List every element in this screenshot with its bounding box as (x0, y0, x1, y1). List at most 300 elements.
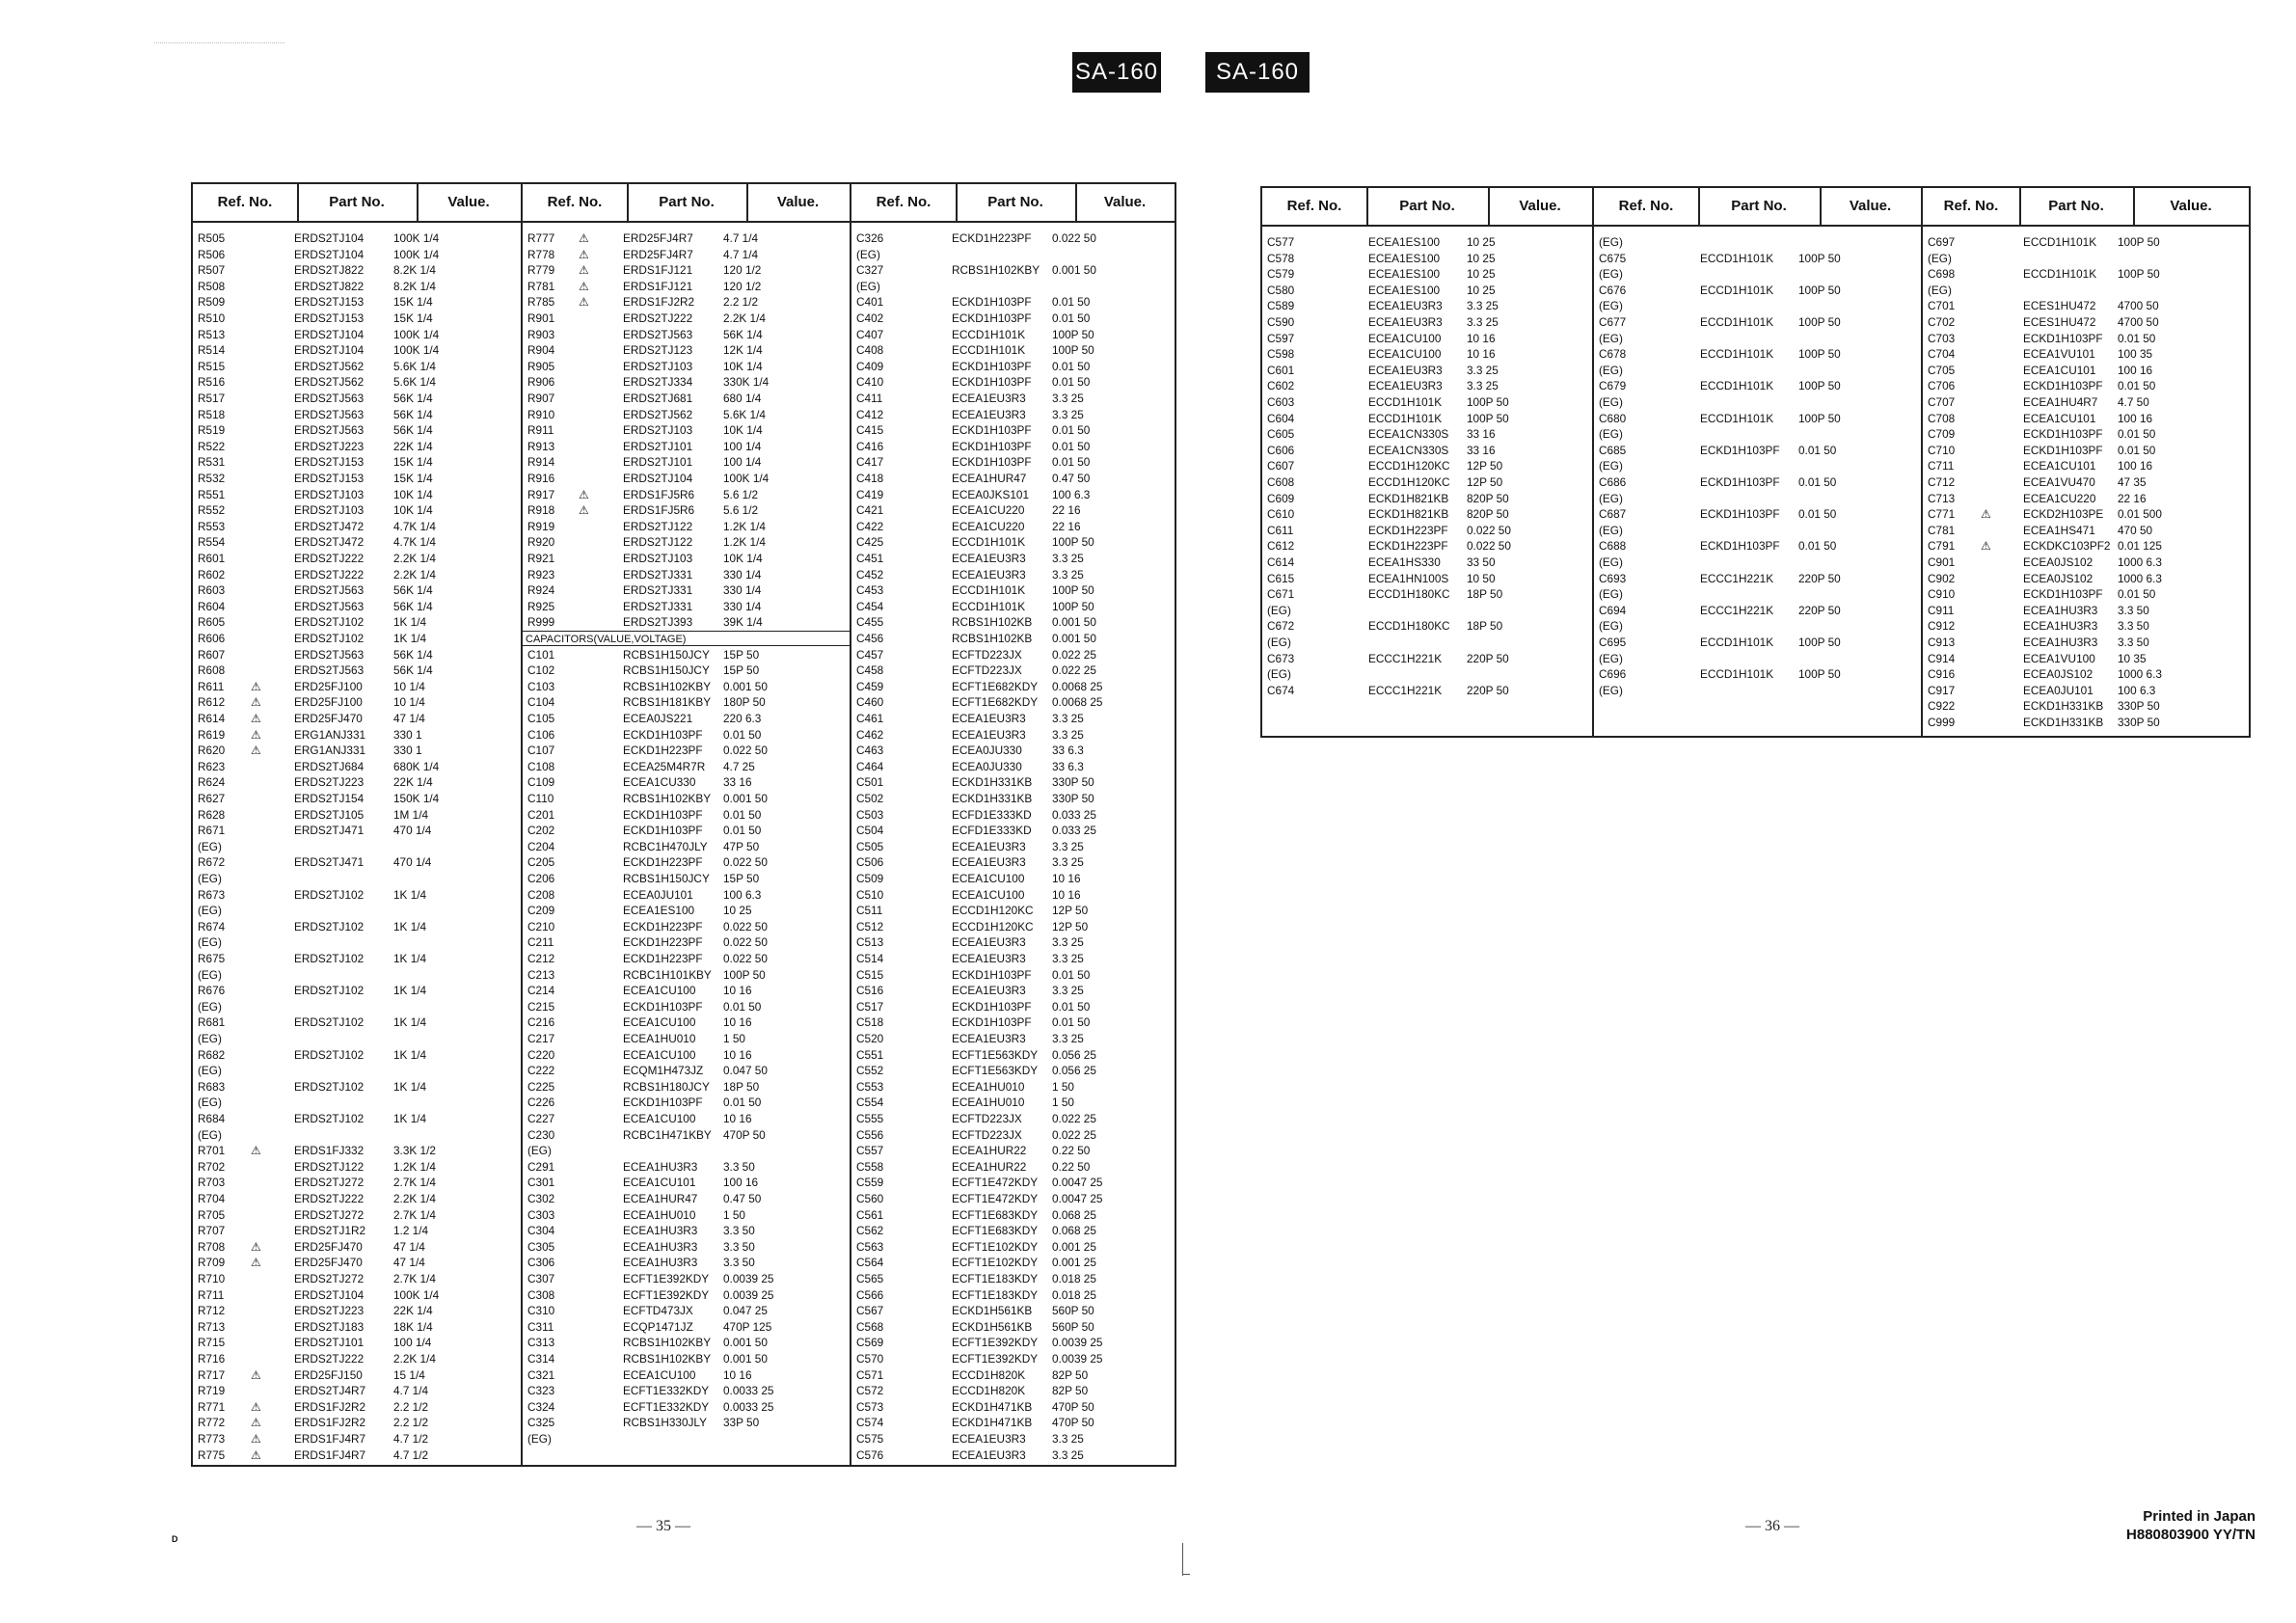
ref-no: C321 (527, 1367, 555, 1382)
part-value: 3.3 25 (1052, 935, 1084, 950)
ref-no: C687 (1599, 507, 1627, 522)
part-value: 330 1/4 (723, 567, 762, 582)
part-no: ECEA1HU010 (623, 1207, 696, 1222)
parts-column (521, 184, 850, 1465)
part-no: ERDS2TJ471 (294, 824, 365, 838)
part-no: RCBC1H470JLY (623, 839, 708, 853)
table-row (851, 774, 1175, 791)
ref-no: C556 (856, 1127, 884, 1142)
ref-no: C597 (1267, 331, 1295, 345)
part-no: ERDS2TJ222 (294, 552, 365, 565)
part-value: 3.3 25 (1052, 984, 1084, 998)
ref-no: C791 (1928, 539, 1956, 554)
part-value: 100 6.3 (1052, 487, 1091, 501)
part-value: 18P 50 (1467, 619, 1503, 634)
ref-no: C577 (1267, 235, 1295, 249)
part-no: RCBS1H181KBY (623, 695, 712, 710)
table-row (193, 262, 521, 279)
ref-no: C110 (527, 792, 554, 805)
table-row (851, 311, 1175, 327)
ref-no: R682 (198, 1047, 226, 1062)
part-value: 3.3 50 (2118, 636, 2149, 649)
header-ref-no: Ref. No. (1262, 188, 1368, 225)
part-value: 39K 1/4 (723, 615, 763, 630)
part-value: 56K 1/4 (393, 583, 433, 598)
table-row (851, 791, 1175, 807)
part-value: 0.01 50 (723, 727, 762, 742)
header-value: Value. (2170, 198, 2212, 214)
ref-no: C709 (1928, 427, 1956, 442)
part-value: 12P 50 (1467, 459, 1503, 473)
table-row (851, 1095, 1175, 1111)
ref-no: C604 (1267, 411, 1295, 425)
part-no: ERDS2TJ102 (294, 1047, 365, 1062)
part-no: RCBS1H150JCY (623, 663, 710, 678)
table-row (851, 854, 1175, 871)
part-value: 10K 1/4 (393, 503, 433, 518)
table-row (523, 871, 850, 887)
table-row (193, 839, 521, 855)
ref-no: C402 (856, 311, 884, 325)
table-row (193, 327, 521, 343)
part-no: ECKD1H331KB (952, 775, 1033, 790)
part-no: ERDS2TJ393 (623, 615, 693, 630)
ref-no: R683 (198, 1079, 226, 1094)
ref-no: C463 (856, 744, 884, 758)
safety-warning-icon: ⚠ (579, 231, 589, 245)
ref-no: C606 (1267, 443, 1295, 457)
part-no: ERDS1FJ332 (294, 1144, 365, 1158)
table-row (851, 1351, 1175, 1367)
part-value: 1 50 (1052, 1096, 1074, 1110)
ref-no: C461 (856, 712, 884, 725)
ref-no: C225 (527, 1079, 555, 1094)
part-value: 3.3 25 (1467, 379, 1499, 393)
part-no: ERDS2TJ331 (623, 567, 693, 582)
part-value: 100P 50 (1052, 535, 1094, 550)
table-row (523, 887, 850, 904)
table-row (1262, 651, 1592, 667)
table-row (193, 342, 521, 359)
table-row (523, 1127, 850, 1144)
table-row (523, 471, 850, 487)
part-no: ECFT1E392KDY (623, 1287, 710, 1302)
part-no: ERDS2TJ101 (623, 439, 693, 453)
table-row (851, 727, 1175, 744)
part-no: ECCD1H101K (1700, 283, 1774, 297)
table-row (1594, 283, 1921, 299)
table-row (1262, 491, 1592, 507)
ref-no: C208 (527, 887, 555, 902)
ref-no: R620 (198, 744, 226, 758)
ref-no: C697 (1928, 235, 1956, 249)
part-value: 0.0068 25 (1052, 695, 1103, 710)
ref-no: R515 (198, 359, 226, 373)
part-value: 330P 50 (1052, 775, 1094, 790)
ref-no: R674 (198, 919, 226, 933)
ref-no: R671 (198, 824, 226, 838)
safety-warning-icon: ⚠ (579, 295, 589, 310)
part-no: ECEA1EU3R3 (952, 567, 1026, 582)
header-part-no: Part No. (2019, 188, 2135, 225)
model-tag-right: SA-160 (1205, 52, 1310, 93)
part-value: 12K 1/4 (723, 343, 763, 358)
part-value: 47P 50 (723, 839, 760, 853)
table-row (193, 743, 521, 759)
ref-no: R681 (198, 1015, 226, 1030)
table-row (523, 551, 850, 567)
table-row (851, 551, 1175, 567)
table-row (1923, 683, 2249, 699)
safety-warning-icon: ⚠ (251, 695, 261, 710)
table-row (523, 454, 850, 471)
part-no: ECEA1CU101 (2023, 459, 2096, 473)
part-value: 0.001 25 (1052, 1239, 1096, 1254)
column-header (851, 184, 1175, 223)
part-no: ECEA1EU3R3 (952, 552, 1026, 565)
part-value: 5.6K 1/4 (723, 407, 766, 421)
ref-no: C326 (856, 231, 884, 245)
part-value: 22 16 (1052, 519, 1081, 533)
header-ref-no: Ref. No. (1594, 188, 1700, 225)
part-no: ECKD1H331KB (2023, 716, 2104, 729)
footer-code: H880803900 YY/TN (2126, 1527, 2255, 1543)
part-no: ECFD1E333KD (952, 824, 1032, 838)
part-value: 560P 50 (1052, 1304, 1094, 1318)
table-row (193, 999, 521, 1015)
part-no: ERDS2TJ102 (294, 952, 365, 965)
part-value: 1K 1/4 (393, 919, 427, 933)
table-row (523, 1111, 850, 1127)
ref-no: C701 (1928, 299, 1956, 313)
column-header (1594, 188, 1921, 227)
ref-no: R673 (198, 887, 226, 902)
ref-no: R913 (527, 439, 555, 453)
table-row (851, 743, 1175, 759)
part-value: 2.2K 1/4 (393, 567, 436, 582)
part-value: 3.3 25 (1052, 839, 1084, 853)
table-row (1262, 474, 1592, 491)
ref-no: C305 (527, 1239, 555, 1254)
part-no: ECCD1H101K (1700, 636, 1774, 649)
part-value: 10 25 (1467, 267, 1496, 282)
table-row (523, 422, 850, 439)
ref-no: C216 (527, 1015, 555, 1030)
part-value: 100P 50 (1052, 343, 1094, 358)
table-row (1262, 266, 1592, 283)
part-no: ECEA1EU3R3 (952, 727, 1026, 742)
table-row (851, 1159, 1175, 1176)
table-row (523, 919, 850, 935)
ref-no: R554 (198, 535, 226, 550)
ref-no: C503 (856, 807, 884, 822)
part-no: RCBS1H102KBY (623, 679, 712, 693)
table-row (193, 1335, 521, 1351)
ref-no: R924 (527, 583, 555, 598)
part-no: ERDS1FJ4R7 (294, 1432, 366, 1446)
part-value: 100P 50 (1798, 251, 1841, 265)
part-value: 4.7 1/2 (393, 1447, 429, 1462)
part-value: 0.01 50 (1052, 967, 1091, 982)
ref-no: R923 (527, 567, 555, 582)
part-no: ECEA1CU100 (623, 1367, 696, 1382)
part-no: ECEA1EU3R3 (952, 1447, 1026, 1462)
table-row (851, 391, 1175, 407)
part-no: ECCD1H101K (952, 535, 1026, 550)
table-row (193, 599, 521, 615)
table-row (851, 679, 1175, 695)
table-row (851, 631, 1175, 647)
part-no: ECEA1HU4R7 (2023, 395, 2098, 409)
ref-no: C407 (856, 327, 884, 341)
table-row (523, 679, 850, 695)
ref-no: C554 (856, 1096, 884, 1110)
part-no: ECEA1HU010 (952, 1079, 1025, 1094)
ref-no: C230 (527, 1127, 555, 1142)
table-row (193, 422, 521, 439)
part-value: 2.2 1/2 (723, 295, 759, 310)
part-value: 0.0039 25 (723, 1287, 774, 1302)
part-value: 220P 50 (1467, 683, 1509, 697)
ref-no: R772 (198, 1416, 226, 1430)
table-row (523, 1383, 850, 1399)
table-row (1594, 666, 1921, 683)
table-row (1262, 571, 1592, 587)
ref-no: C678 (1599, 347, 1627, 362)
part-no: ECCD1H101K (1700, 667, 1774, 682)
table-row (523, 774, 850, 791)
table-row (851, 663, 1175, 679)
part-value: 33 16 (1467, 427, 1496, 442)
part-no: ECKD1H223PF (1368, 539, 1448, 554)
part-no: ECKDKC103PF2 (2023, 539, 2111, 554)
part-no: ERD25FJ4R7 (623, 231, 693, 245)
safety-warning-icon: ⚠ (1981, 507, 1991, 522)
ref-no: C615 (1267, 571, 1295, 585)
header-value: Value. (1519, 198, 1561, 214)
part-no: ECEA1CU100 (623, 984, 696, 998)
part-no: ECEA1EU3R3 (952, 855, 1026, 870)
part-no: ERDS2TJ102 (294, 1079, 365, 1094)
part-no: ECEA1HN100S (1368, 571, 1449, 585)
part-value: 0.0039 25 (723, 1272, 774, 1285)
part-value: 8.2K 1/4 (393, 263, 436, 278)
part-value: 0.01 50 (2118, 587, 2156, 602)
table-row (1262, 234, 1592, 251)
part-value: 4.7 50 (2118, 395, 2149, 409)
ref-no: C401 (856, 295, 884, 310)
ref-no: C213 (527, 967, 555, 982)
part-value: 0.01 50 (2118, 331, 2156, 345)
table-row (851, 1431, 1175, 1447)
ref-no: C607 (1267, 459, 1295, 473)
table-row (851, 1319, 1175, 1336)
ref-no: (EG) (198, 872, 222, 885)
ref-no: C694 (1599, 603, 1627, 617)
part-no: ECCD1H180KC (1368, 587, 1450, 602)
part-no: ERDS2TJ223 (294, 439, 365, 453)
part-no: ECFT1E102KDY (952, 1239, 1039, 1254)
table-row (1594, 266, 1921, 283)
part-no: ECFT1E682KDY (952, 679, 1039, 693)
part-value: 470 50 (2118, 523, 2153, 537)
part-no: ECCD1H101K (1700, 251, 1774, 265)
part-no: ECFT1E332KDY (623, 1384, 710, 1398)
part-no: ECKD1H223PF (623, 952, 703, 965)
part-no: ECKD1H561KB (952, 1319, 1033, 1334)
ref-no: C520 (856, 1032, 884, 1045)
ref-no: C611 (1267, 523, 1294, 537)
table-row (851, 359, 1175, 375)
part-value: 3.3 25 (1052, 952, 1084, 965)
part-no: ECEA0JS102 (2023, 555, 2093, 569)
table-row (193, 1143, 521, 1159)
part-value: 470 1/4 (393, 824, 432, 838)
table-row (1923, 651, 2249, 667)
part-value: 3.3 25 (1052, 1032, 1084, 1045)
part-value: 1K 1/4 (393, 1047, 427, 1062)
part-value: 1000 6.3 (2118, 555, 2162, 569)
part-no: ERDS2TJ563 (294, 392, 365, 405)
safety-warning-icon: ⚠ (579, 487, 589, 501)
part-no: ECKD1H103PF (952, 375, 1032, 390)
part-value: 2.7K 1/4 (393, 1272, 436, 1285)
table-row (523, 1031, 850, 1047)
table-row (523, 1367, 850, 1384)
table-row (1923, 458, 2249, 474)
part-value: 0.022 25 (1052, 663, 1096, 678)
footer-printed: Printed in Japan (2143, 1508, 2255, 1525)
part-value: 0.068 25 (1052, 1207, 1096, 1222)
ref-no: R604 (198, 599, 226, 613)
part-no: ECKD1H103PF (952, 423, 1032, 438)
ref-no: C693 (1599, 571, 1627, 585)
ref-no: (EG) (1599, 491, 1623, 505)
table-row (193, 391, 521, 407)
part-value: 220P 50 (1798, 603, 1841, 617)
table-row (1594, 523, 1921, 539)
part-value: 0.001 50 (723, 679, 768, 693)
ref-no: C416 (856, 439, 884, 453)
part-no: ERDS2TJ122 (294, 1159, 365, 1174)
table-row (851, 1127, 1175, 1144)
table-row (193, 1175, 521, 1191)
ref-no: C325 (527, 1416, 555, 1430)
ref-no: C999 (1928, 716, 1956, 729)
part-value: 100 6.3 (2118, 683, 2156, 697)
part-value: 1.2 1/4 (393, 1224, 429, 1238)
ref-no: C418 (856, 472, 884, 485)
ref-no: C708 (1928, 411, 1956, 425)
ref-no: R917 (527, 487, 555, 501)
ref-no: (EG) (198, 999, 222, 1014)
part-value: 120 1/2 (723, 279, 762, 293)
part-value: 0.001 50 (723, 792, 768, 805)
part-no: ECEA1CU100 (1368, 331, 1442, 345)
header-part-no: Part No. (1366, 188, 1490, 225)
part-no: ERDS2TJ222 (623, 311, 693, 325)
table-row (1923, 234, 2249, 251)
part-value: 0.022 50 (723, 935, 768, 950)
part-value: 18P 50 (723, 1079, 760, 1094)
part-value: 0.033 25 (1052, 824, 1096, 838)
part-no: ECCD1H101K (952, 343, 1026, 358)
part-no: ERDS2TJ153 (294, 295, 365, 310)
table-row (523, 711, 850, 727)
part-no: ERDS2TJ104 (294, 327, 365, 341)
table-row (851, 1335, 1175, 1351)
part-value: 10 35 (2118, 651, 2147, 665)
table-row (1923, 571, 2249, 587)
table-row (193, 614, 521, 631)
table-row (523, 1175, 850, 1191)
table-row (193, 694, 521, 711)
part-no: RCBS1H330JLY (623, 1416, 707, 1430)
table-row (851, 294, 1175, 311)
part-value: 100 16 (2118, 363, 2153, 377)
part-value: 33 6.3 (1052, 744, 1084, 758)
ref-no: C412 (856, 407, 884, 421)
part-no: ECEA1EU3R3 (952, 984, 1026, 998)
ref-no: R608 (198, 663, 226, 678)
part-value: 1K 1/4 (393, 952, 427, 965)
part-no: ECKD1H471KB (952, 1416, 1033, 1430)
parts-column (1592, 188, 1921, 736)
ref-no: C209 (527, 904, 555, 918)
ref-no: C517 (856, 999, 884, 1014)
part-value: 0.022 50 (1467, 539, 1511, 554)
ref-no: R705 (198, 1207, 226, 1222)
ref-no: C552 (856, 1064, 884, 1078)
table-row (1594, 506, 1921, 523)
part-no: ERDS2TJ684 (294, 759, 365, 773)
part-value: 100 6.3 (723, 887, 762, 902)
part-no: ECCD1H120KC (952, 919, 1034, 933)
part-no: ECEA1CU220 (2023, 491, 2096, 505)
ref-no: (EG) (1599, 427, 1623, 442)
ref-no: C598 (1267, 347, 1295, 362)
part-no: ECFT1E472KDY (952, 1192, 1039, 1205)
part-no: ECKD1H103PF (952, 967, 1032, 982)
table-row (523, 743, 850, 759)
part-value: 100K 1/4 (393, 327, 440, 341)
ref-no: R712 (198, 1304, 226, 1318)
ref-no: C451 (856, 552, 884, 565)
table-row (851, 1367, 1175, 1384)
part-no: ERD25FJ150 (294, 1367, 363, 1382)
part-no: ERD25FJ470 (294, 1256, 363, 1270)
ref-no: C205 (527, 855, 555, 870)
part-no: ECES1HU472 (2023, 315, 2096, 329)
ref-no: C226 (527, 1096, 555, 1110)
table-row (523, 1047, 850, 1064)
part-value: 47 1/4 (393, 712, 425, 725)
part-no: ECEA1EU3R3 (952, 1032, 1026, 1045)
table-row (1923, 394, 2249, 411)
part-no: ECFT1E682KDY (952, 695, 1039, 710)
ref-no: C580 (1267, 283, 1295, 297)
part-no: ERD25FJ470 (294, 1239, 363, 1254)
part-no: ERDS2TJ471 (294, 855, 365, 870)
table-row (523, 1431, 850, 1447)
part-no: ERD25FJ100 (294, 695, 363, 710)
table-row (851, 1191, 1175, 1207)
part-no: ECCC1H221K (1700, 571, 1774, 585)
ref-no: C301 (527, 1176, 555, 1190)
part-no: ECKD1H103PF (952, 455, 1032, 470)
table-row (1923, 555, 2249, 571)
part-no: ERDS1FJ121 (623, 279, 693, 293)
